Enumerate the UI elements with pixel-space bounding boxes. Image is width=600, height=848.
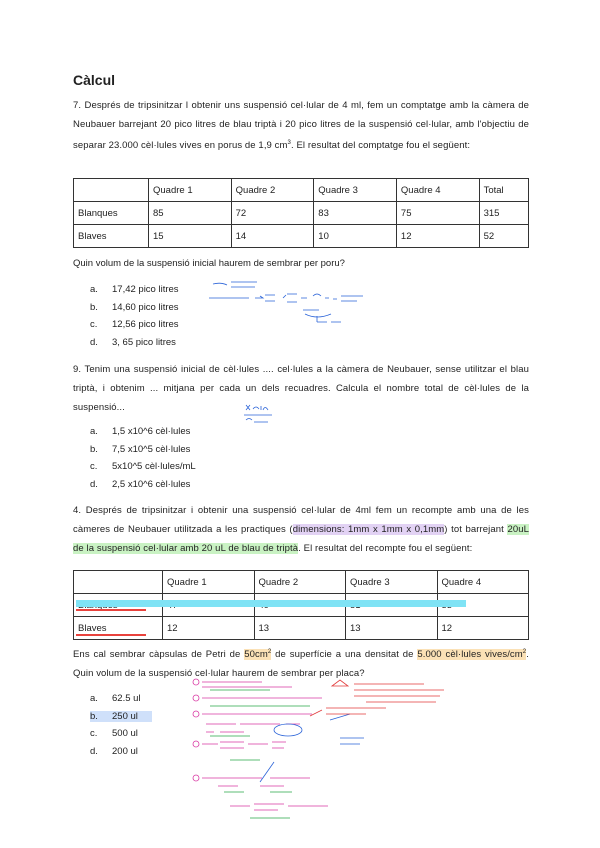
table-cell: Quadre 2 (254, 571, 346, 594)
option-letter: a. (90, 426, 98, 438)
option-item[interactable] (90, 423, 196, 441)
question-9-statement: 9. Tenim una suspensió inicial de cèl·lules .... cel·lules a la càmera de Neubauer, sense utilitzar el blau triptà, i obtenim ... mitjana per cada un dels recuadres. Calcula el nombre total de cèl·lules de la suspensió... (73, 364, 529, 413)
blaves-red-underline (76, 634, 146, 636)
q4-area-sup: 2 (267, 649, 272, 655)
option-item[interactable] (90, 334, 179, 352)
option-letter: d. (90, 478, 98, 490)
option-text: 17,42 pico litres (112, 284, 179, 296)
option-text: 250 ul (112, 711, 152, 722)
table-cell: 315 (479, 202, 528, 225)
q4-options (90, 690, 152, 760)
q4-mix-highlight: 20uL de la suspensió cel·lular amb 20 uL de blau de triptà (73, 524, 529, 554)
q7-options (90, 281, 179, 351)
table-cell: 14 (231, 225, 314, 248)
page-title: Càlcul (73, 72, 116, 88)
q9-handwritten-formula (242, 402, 282, 432)
q4-question-b: de superfície a una densitat de (271, 649, 418, 661)
table-cell: Quadre 2 (231, 179, 314, 202)
table-cell (74, 179, 149, 202)
table-header-row (74, 571, 529, 594)
option-letter: d. (90, 336, 98, 348)
table-cell: 85 (149, 202, 232, 225)
table-header-row (74, 179, 529, 202)
option-text: 500 ul (112, 728, 138, 740)
option-item[interactable] (90, 299, 179, 317)
blanques-row-highlight (76, 600, 466, 607)
table-cell: 15 (149, 225, 232, 248)
option-text: 200 ul (112, 745, 138, 757)
option-item[interactable] (90, 690, 152, 708)
option-text: 7,5 x10^5 cèl·lules (112, 443, 191, 455)
option-letter: d. (90, 745, 98, 757)
q7-question: Quin volum de la suspensió inicial haurem de sembrar per poru? (73, 258, 345, 269)
table-cell: 12 (163, 617, 255, 640)
q4-area: 50cm (244, 649, 268, 661)
q7-count-table (73, 178, 529, 248)
option-letter: b. (90, 711, 112, 722)
table-cell (74, 571, 163, 594)
table-cell: Blaves (74, 617, 163, 640)
table-cell: 12 (396, 225, 479, 248)
option-letter: a. (90, 284, 98, 296)
option-text: 2,5 x10^6 cèl·lules (112, 478, 191, 490)
question-7-statement (73, 96, 529, 155)
option-letter: c. (90, 319, 98, 331)
question-4-statement (73, 501, 529, 558)
q7-text-end: . El resultat del comptatge fou el següent: (290, 140, 471, 152)
table-cell: 52 (479, 225, 528, 248)
q4-text-c: . El resultat del recompte fou el següent: (298, 543, 473, 554)
option-item[interactable] (90, 441, 196, 459)
table-cell: Quadre 4 (437, 571, 529, 594)
q4-density-highlight (417, 649, 526, 660)
q4-density: 5.000 cèl·lules vives/cm (417, 649, 523, 661)
q4-text-b: ) tot barrejant (444, 524, 508, 535)
option-item[interactable] (90, 743, 152, 761)
q7-handwritten-notes (205, 278, 405, 330)
option-item-selected[interactable] (90, 708, 152, 726)
q4-density-sup: 2 (522, 649, 527, 655)
table-row (74, 617, 529, 640)
q7-text-sup: 3 (287, 140, 291, 146)
option-letter: c. (90, 461, 98, 473)
table-cell: Quadre 3 (346, 571, 438, 594)
table-cell: Quadre 1 (149, 179, 232, 202)
table-cell: Quadre 4 (396, 179, 479, 202)
option-letter: a. (90, 693, 98, 705)
table-cell: Total (479, 179, 528, 202)
q4-question-c: . Quin volum de la suspensió cel·lular haurem de sembrar per placa? (73, 649, 529, 680)
option-text: 62.5 ul (112, 693, 141, 705)
table-row (74, 202, 529, 225)
table-cell: Blaves (74, 225, 149, 248)
table-cell: 13 (254, 617, 346, 640)
table-cell: 72 (231, 202, 314, 225)
q4-dimensions-highlight: dimensions: 1mm x 1mm x 0,1mm (292, 524, 445, 535)
table-cell: 10 (314, 225, 397, 248)
table-cell: 75 (396, 202, 479, 225)
option-letter: c. (90, 728, 98, 740)
table-cell: 13 (346, 617, 438, 640)
q4-question-a: Ens cal sembrar càpsulas de Petri de (73, 649, 245, 661)
table-cell: 12 (437, 617, 529, 640)
option-text: 3, 65 pico litres (112, 336, 176, 348)
table-cell: 83 (314, 202, 397, 225)
option-letter: b. (90, 443, 98, 455)
option-text: 5x10^5 cèl·lules/mL (112, 461, 196, 473)
option-letter: b. (90, 301, 98, 313)
q4-handwritten-solution (190, 676, 480, 826)
blanques-red-underline (76, 609, 146, 611)
q4-text-a: 4. Després de tripsinitzar i obtenir una suspensió cel·lular de 4ml fem un recompte amb una de les càmeres de Neubauer utilitzada a les practiques ( (73, 505, 529, 535)
option-text: 12,56 pico litres (112, 319, 179, 331)
table-cell: Quadre 1 (163, 571, 255, 594)
q9-options (90, 423, 196, 493)
option-item[interactable] (90, 725, 152, 743)
option-text: 14,60 pico litres (112, 301, 179, 313)
table-cell: Quadre 3 (314, 179, 397, 202)
table-row (74, 225, 529, 248)
q7-text: 7. Després de tripsinitzar l obtenir uns suspensió cel·lular de 4 ml, fem un comptatge amb la càmera de Neubauer barrejant 20 pico litres de blau triptà i 20 pico litres de la suspensió cel·lular, amb l'objectiu de separar 23.000 cèl·lules vives en porus de 1,9 cm (73, 100, 529, 152)
option-text: 1,5 x10^6 cèl·lules (112, 426, 191, 438)
option-item[interactable] (90, 476, 196, 494)
option-item[interactable] (90, 281, 179, 299)
table-cell: Blanques (74, 202, 149, 225)
option-item[interactable] (90, 316, 179, 334)
q4-area-highlight (244, 649, 271, 660)
option-item[interactable] (90, 458, 196, 476)
